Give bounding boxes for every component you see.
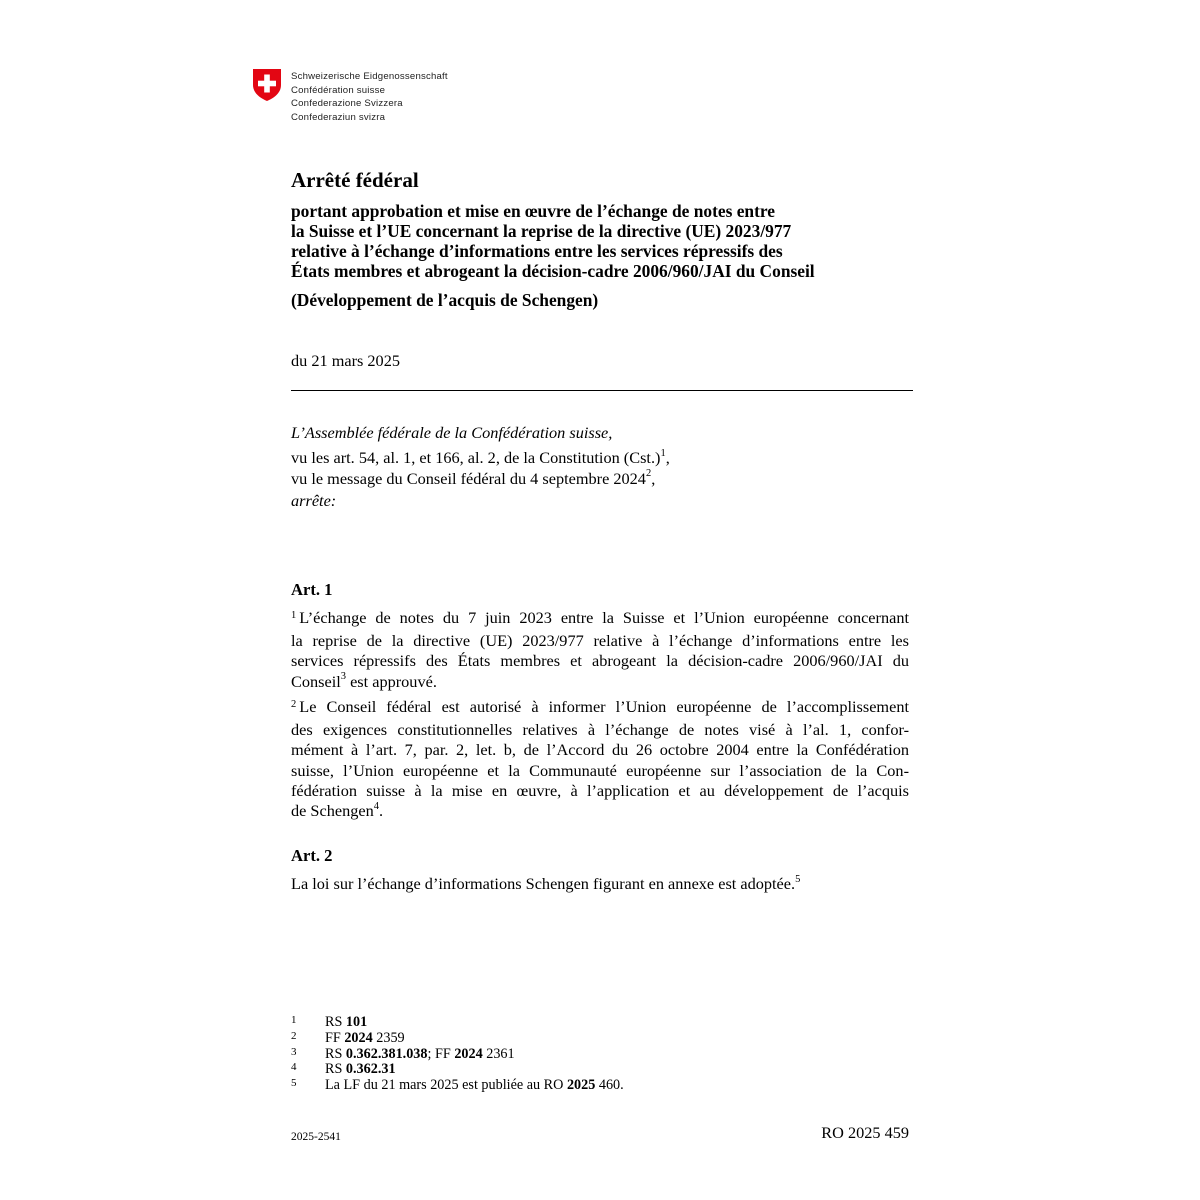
article-1-paragraph-1	[291, 608, 909, 692]
paragraph-line	[291, 874, 909, 894]
paragraph-line: la reprise de la directive (UE) 2023/977 relative à l’échange d’informations entre les	[291, 631, 909, 651]
swiss-cross-shield-icon	[252, 68, 282, 102]
line-text: est approuvé.	[346, 671, 437, 691]
footnote-part: RS	[325, 1045, 346, 1062]
paragraph-line: mément à l’art. 7, par. 2, let. b, de l’Accord du 26 octobre 2004 entre la Confédération	[291, 740, 909, 760]
article-2-paragraph	[291, 874, 909, 894]
footnote-part: 2361	[482, 1045, 515, 1062]
article-1-heading: Art. 1	[291, 580, 333, 599]
paragraph-number: 1	[291, 610, 297, 621]
paragraph-line: fédération suisse à la mise en œuvre, à l’application et au développement de l’acquis	[291, 780, 909, 800]
paragraph-line: des exigences constitutionnelles relatives à l’échange de notes visé à l’al. 1, confor-	[291, 720, 909, 740]
paragraph-line	[291, 608, 909, 631]
footnote-bold: 2024	[344, 1029, 373, 1046]
line-text: L’échange de notes du 7 juin 2023 entre la Suisse et l’Union européenne concernant	[299, 608, 909, 627]
document-title: Arrêté fédéral	[291, 168, 419, 192]
confederation-names	[291, 70, 448, 125]
subtitle-line: relative à l’échange d’informations entre les services répressifs des	[291, 241, 783, 261]
punctuation: ,	[665, 448, 670, 467]
paragraph-line: services répressifs des États membres et abrogeant la décision-cadre 2006/960/JAI du	[291, 651, 909, 671]
footnote-number: 2	[291, 1029, 297, 1042]
preamble	[291, 423, 931, 512]
line-text: Conseil	[291, 671, 341, 691]
footnote-part: RS	[325, 1014, 346, 1030]
footnote-bold: 2025	[566, 1077, 596, 1094]
document-subtitle	[291, 201, 931, 281]
confederation-name-fr: Confédération suisse	[291, 84, 386, 96]
footnote-ref[interactable]: 4	[373, 800, 379, 812]
preamble-line-text: vu le message du Conseil fédéral du 4 septembre 2024	[291, 468, 646, 488]
line-text: .	[378, 801, 384, 821]
preamble-line-text: vu les art. 54, al. 1, et 166, al. 2, de la Constitution (Cst.)	[291, 448, 661, 467]
paragraph-line	[291, 697, 909, 720]
line-text: Le Conseil fédéral est autorisé à informer l’Union européenne de l’accomplissement	[299, 697, 909, 716]
footnote-part: 2359	[372, 1029, 405, 1046]
footnote-bold: 0.362.31	[345, 1061, 396, 1078]
footnote-part: RS	[325, 1061, 346, 1078]
footnote-part: ; FF	[427, 1045, 455, 1062]
document-date: du 21 mars 2025	[291, 351, 400, 370]
document-number: 2025-2541	[291, 1131, 341, 1143]
paragraph-number: 2	[291, 699, 297, 710]
article-2-heading: Art. 2	[291, 846, 333, 865]
footnote-text	[325, 1062, 396, 1078]
footnote-number: 5	[291, 1077, 297, 1090]
preamble-constitution	[291, 448, 931, 469]
subtitle-line: États membres et abrogeant la décision-cadre 2006/960/JAI du Conseil	[291, 261, 815, 281]
subtitle-line: la Suisse et l’UE concernant la reprise de la directive (UE) 2023/977	[291, 221, 792, 241]
horizontal-divider	[291, 390, 913, 391]
footnote-text	[325, 1047, 515, 1063]
confederation-name-de: Schweizerische Eidgenossenschaft	[291, 71, 448, 82]
footnote-number: 3	[291, 1045, 297, 1058]
footnote-text	[325, 1078, 624, 1094]
footnote-ref[interactable]: 5	[795, 873, 801, 885]
ro-reference: RO 2025 459	[821, 1123, 909, 1142]
paragraph-line: suisse, l’Union européenne et la Communauté européenne sur l’association de la Con-	[291, 760, 909, 780]
footnote-number: 4	[291, 1061, 297, 1074]
footnote-text	[325, 1015, 367, 1031]
footnote-number: 1	[291, 1014, 297, 1026]
confederation-name-it: Confederazione Svizzera	[291, 98, 403, 110]
preamble-message	[291, 469, 931, 490]
footnote-bold: 0.362.381.038	[345, 1045, 428, 1062]
line-text: La loi sur l’échange d’informations Schengen figurant en annexe est adoptée.	[291, 874, 796, 893]
paragraph-line	[291, 672, 909, 692]
preamble-assembly: L’Assemblée fédérale de la Confédération suisse,	[291, 423, 613, 442]
punctuation: ,	[651, 468, 656, 488]
preamble-decision: arrête:	[291, 491, 337, 510]
footnote-part: FF	[325, 1029, 345, 1046]
footnote-ref[interactable]: 1	[660, 447, 666, 459]
footnote-ref[interactable]: 3	[340, 671, 347, 683]
footnote-part: 460.	[595, 1077, 624, 1094]
footnote-bold: 2024	[454, 1045, 483, 1062]
paragraph-line	[291, 801, 909, 821]
footnote-text	[325, 1031, 405, 1047]
subtitle-line: portant approbation et mise en œuvre de l’échange de notes entre	[291, 201, 776, 221]
footnote-ref[interactable]: 2	[645, 468, 652, 480]
footnote-part: La LF du 21 mars 2025 est publiée au RO	[325, 1077, 567, 1094]
schengen-note: (Développement de l’acquis de Schengen)	[291, 290, 599, 310]
article-1-paragraph-2	[291, 697, 909, 821]
line-text: de Schengen	[291, 801, 374, 821]
confederation-name-rm: Confederaziun svizra	[291, 112, 386, 124]
footnote-bold: 101	[345, 1014, 368, 1030]
